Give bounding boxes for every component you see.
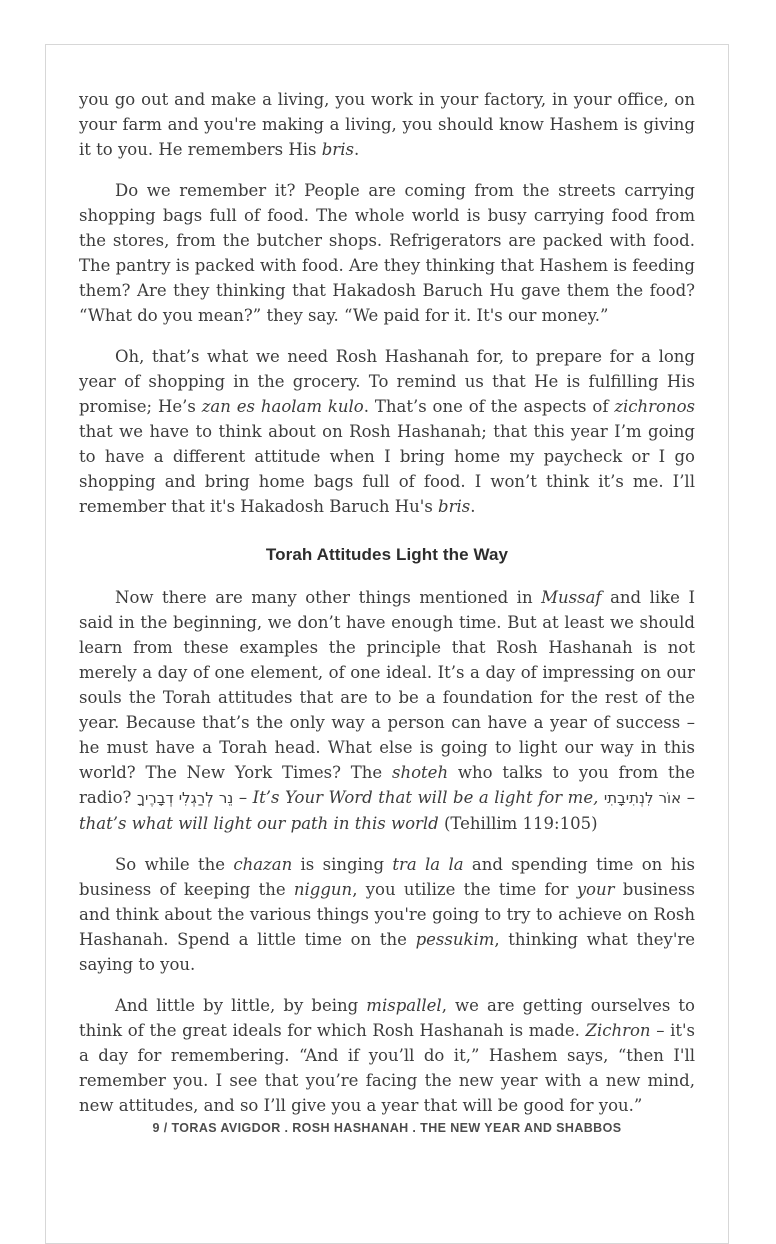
section-heading: Torah Attitudes Light the Way (265, 545, 509, 564)
document-page (45, 44, 729, 1244)
text-run: – it's a day for remembering. “And if you’ll do it,” Hashem says, “then I'll remember you. I see that you’re facing the new year with a new mind, new attitudes, and so I’ll give you a year that will be good for you.” (79, 1021, 695, 1115)
text-run: It’s Your Word that will be a light for me, (252, 788, 599, 807)
text-run: Oh, that’s what we need Rosh Hashanah for, to prepare for a long year of shopping in the grocery. To remind us that He is fulfilling His promise; He’s (79, 347, 695, 416)
text-run: that’s what will light our path in this world (79, 814, 439, 833)
text-run: chazan (233, 855, 293, 874)
text-run: you go out and make a living, you work in your factory, in your office, on your farm and you're making a living, you should know Hashem is giving it to you. He remembers His (79, 90, 695, 159)
paragraph (79, 178, 695, 328)
text-run: bris (438, 497, 471, 516)
text-run: is singing (292, 855, 393, 874)
text-run: , you utilize the time for (352, 880, 577, 899)
text-run: mispallel (366, 996, 442, 1015)
text-run: and spending time on his business of keeping the (79, 855, 695, 899)
text-run: zichronos (614, 397, 695, 416)
hebrew-text: אוֹר לִנְתִיבָתִי (603, 789, 682, 807)
text-run: your (576, 880, 615, 899)
paragraph (79, 87, 695, 162)
text-run: . (470, 497, 476, 516)
text-run: – (681, 788, 695, 807)
text-run: Now there are many other things mentioned in (115, 588, 542, 607)
text-run: . That’s one of the aspects of (363, 397, 615, 416)
text-run: And little by little, by being (115, 996, 367, 1015)
text-run: pessukim (415, 930, 495, 949)
text-run: bris (321, 140, 354, 159)
text-run: tra la la (392, 855, 464, 874)
text-run: Zichron (585, 1021, 651, 1040)
paragraph (79, 993, 695, 1118)
text-run: that we have to think about on Rosh Hashanah; that this year I’m going to have a different attitude when I bring home my paycheck or I go shopping and bring home bags full of food. I won’t think it’s me. I’ll remember that it's Hakadosh Baruch Hu's (79, 422, 695, 516)
text-run: Do we remember it? People are coming from the streets carrying shopping bags full of food. The whole world is busy carrying food from the stores, from the butcher shops. Refrigerators are packed with food. The pantry is packed with food. Are they thinking that Hashem is feeding them? Are they thinking that Hakadosh Baruch Hu gave them the food? “What do you mean?” they say. “We paid for it. It's our money.” (79, 181, 695, 325)
text-run: , we are getting ourselves to think of the great ideals for which Rosh Hashanah is made. (79, 996, 695, 1040)
text-run: (Tehillim 119:105) (438, 814, 598, 833)
text-run: and like I said in the beginning, we don’t have enough time. But at least we should learn from these examples the principle that Rosh Hashanah is not merely a day of one element, of one ideal. It’s a day of impressing on our souls the Torah attitudes that are to be a foundation for the rest of the year. Because that’s the only way a person can have a year of success – he must have a Torah head. What else is going to light our way in this world? The New York Times? The (79, 588, 695, 782)
text-run: , thinking what they're saying to you. (79, 930, 696, 974)
text-run: – (233, 788, 253, 807)
hebrew-text: נֵר לְרַגְלִי דְבָרֶיךָ (136, 789, 234, 807)
text-column (79, 87, 695, 1118)
paragraph (79, 852, 695, 977)
text-run: So while the (115, 855, 234, 874)
text-run: who talks to you from the radio? (79, 763, 695, 807)
page-footer: 9 / TORAS AVIGDOR . ROSH HASHANAH . THE NEW YEAR AND SHABBOS (152, 1121, 622, 1135)
text-run: niggun (293, 880, 353, 899)
paragraph (79, 585, 695, 836)
text-run: shoteh (392, 763, 449, 782)
text-run: zan es haolam kulo (201, 397, 364, 416)
text-run: . (353, 140, 360, 159)
text-run: business and think about the various things you're going to try to achieve on Rosh Hashanah. Spend a little time on the (79, 880, 695, 949)
text-run: Mussaf (541, 588, 602, 607)
paragraph (79, 344, 695, 519)
